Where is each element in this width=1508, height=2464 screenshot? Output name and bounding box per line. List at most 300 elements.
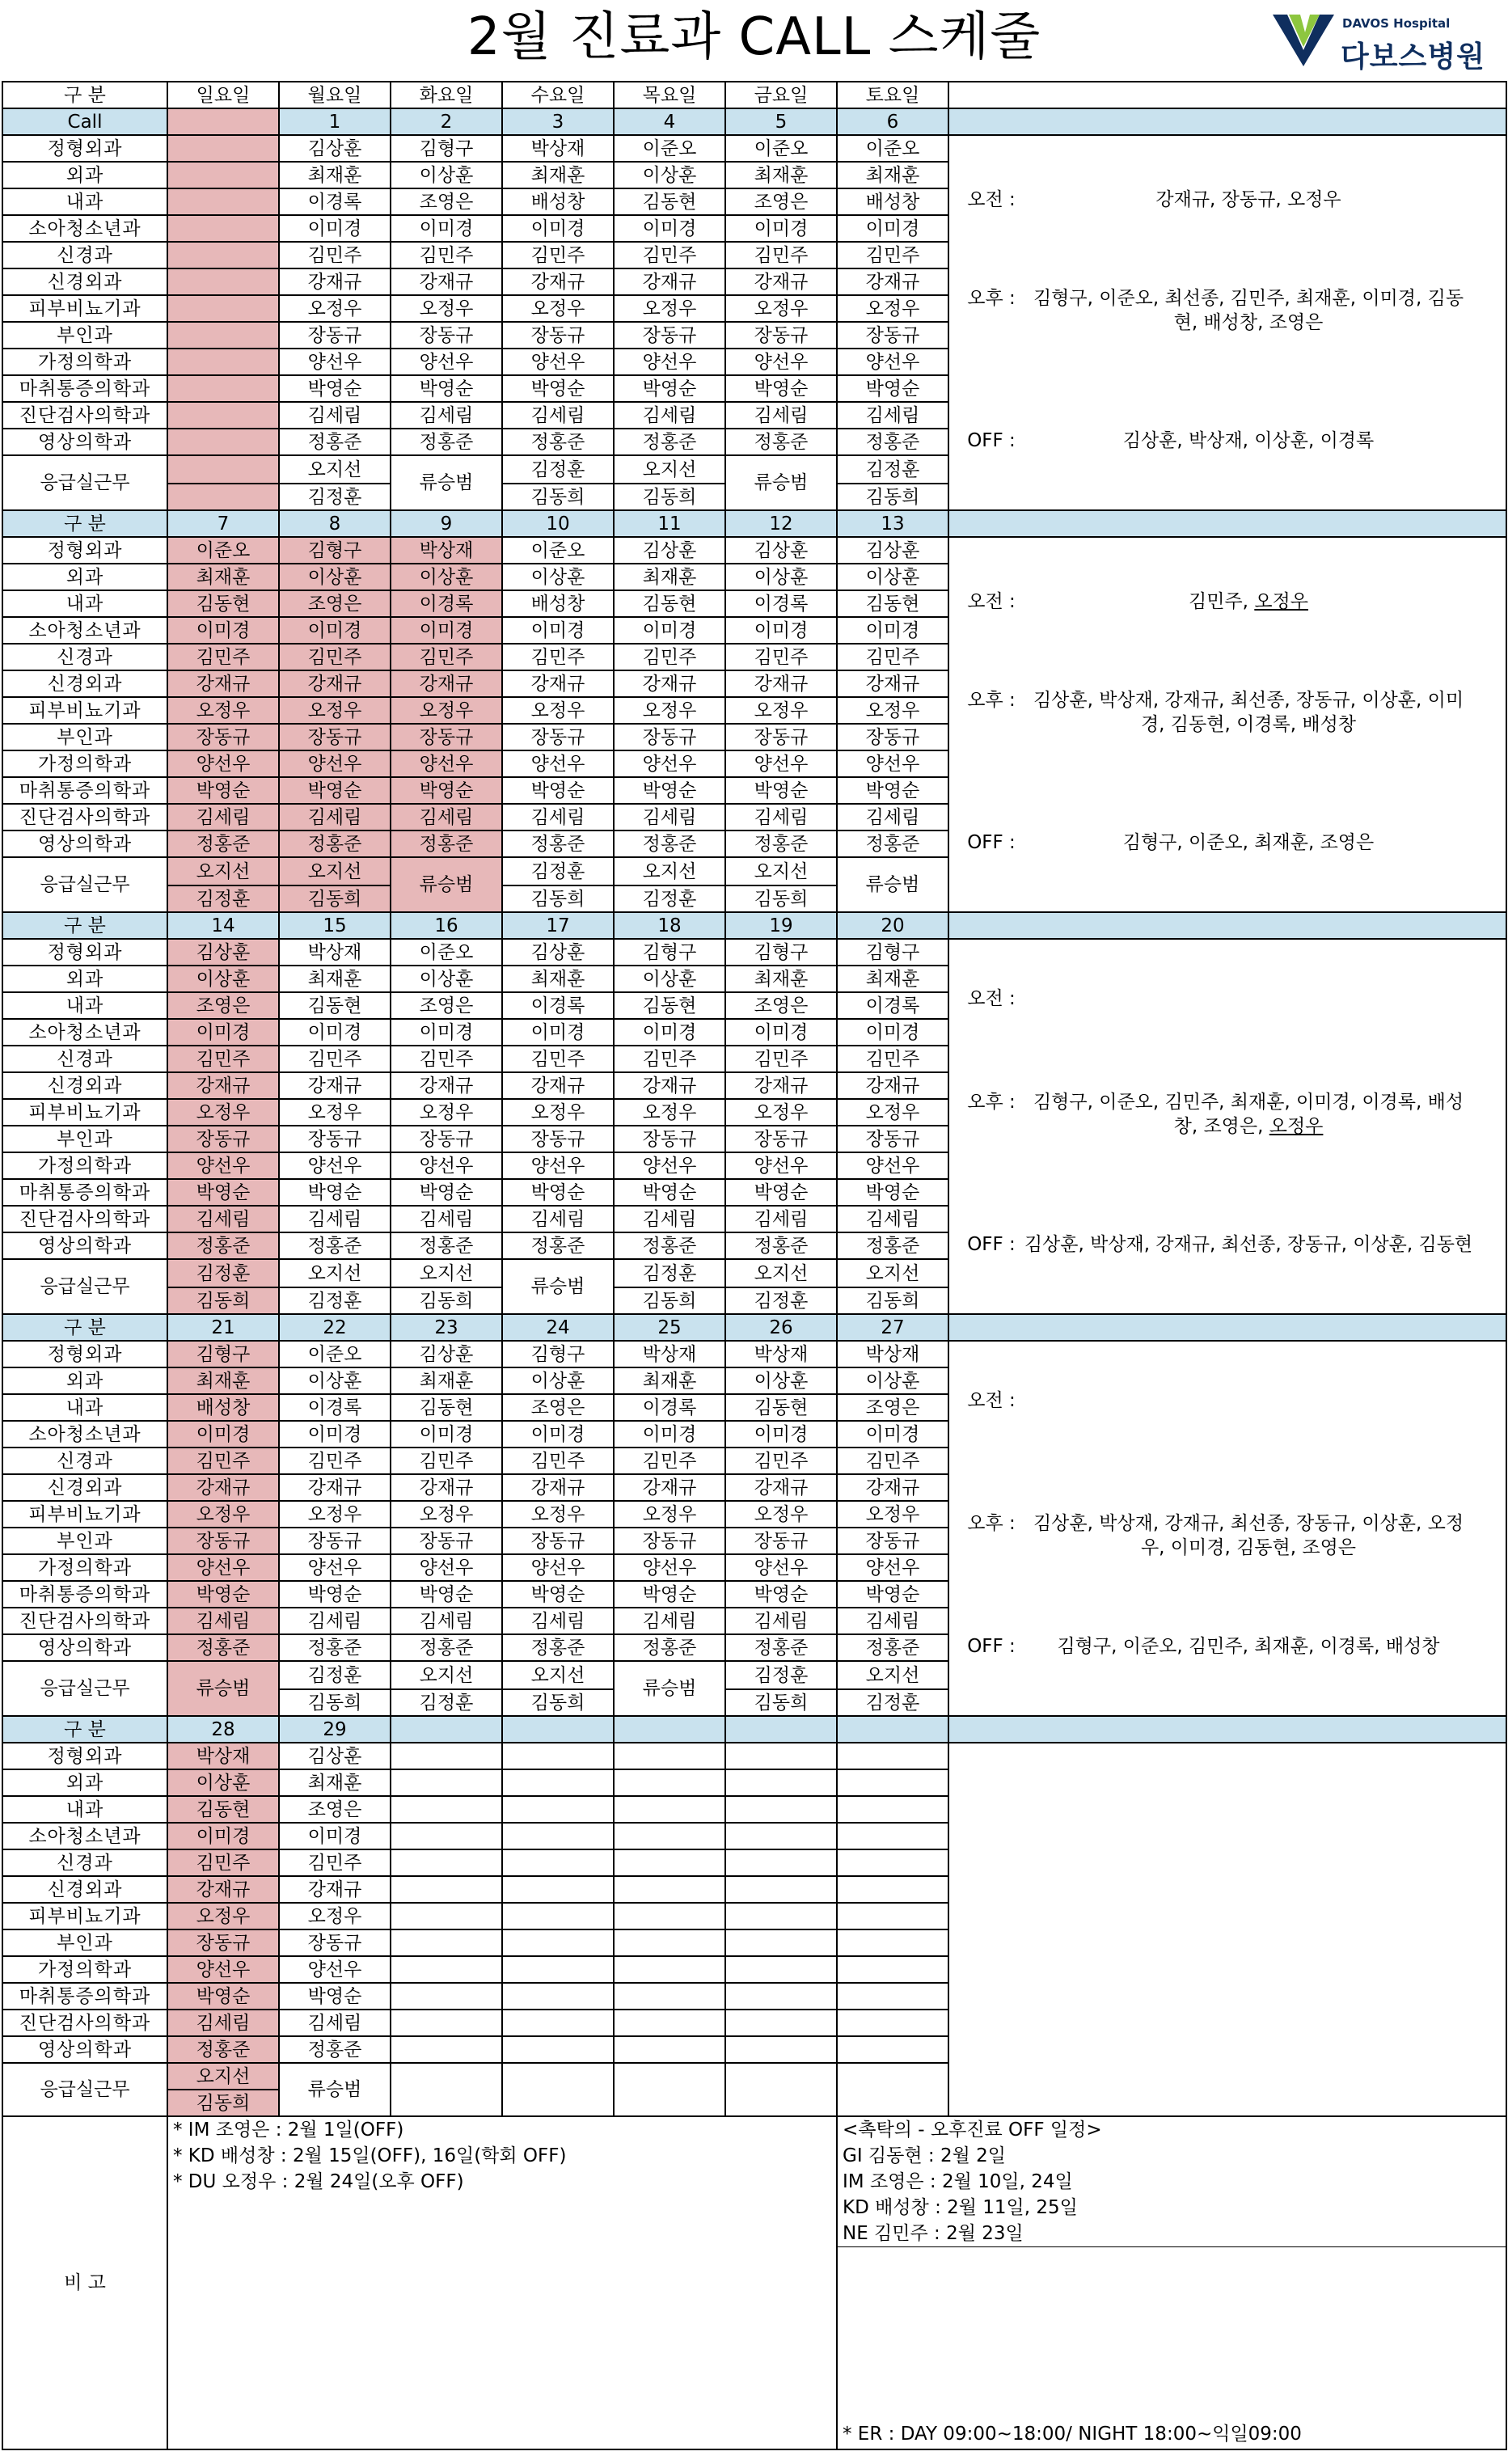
duty-cell: 이준오 [614,135,725,162]
pm-label: 오후 : [967,690,1016,711]
duty-cell: 조영은 [279,1796,391,1823]
er-cell: 김정훈 [725,1661,837,1689]
duty-cell: 김민주 [279,644,391,670]
er-cell: 김정훈 [279,1661,391,1689]
date-cell: 10 [502,510,614,537]
duty-cell: 정홍준 [279,1634,391,1661]
duty-cell: 오정우 [614,1099,725,1126]
duty-cell: 이상훈 [614,966,725,992]
er-cell: 오지선 [837,1661,948,1689]
duty-cell: 강재규 [725,1072,837,1099]
duty-cell: 장동규 [167,724,279,750]
notes-date-strip [948,510,1506,537]
date-row [2,108,1506,135]
duty-cell: 이준오 [167,537,279,564]
duty-cell: 강재규 [279,1876,391,1903]
dept-label: 마취통증의학과 [2,1581,167,1608]
pm-label: 오후 : [967,288,1016,309]
er-cell: 김정훈 [391,1689,502,1716]
pm-names [1022,1090,1475,1139]
dept-label: 피부비뇨기과 [2,1501,167,1528]
dept-label: 외과 [2,564,167,590]
duty-cell: 이상훈 [614,162,725,188]
dept-label: 가정의학과 [2,349,167,375]
er-cell: 오지선 [391,1661,502,1689]
duty-cell [502,1743,614,1769]
duty-cell: 김동현 [614,992,725,1019]
duty-cell: 장동규 [614,1126,725,1152]
duty-cell [837,1876,948,1903]
date-cell: 27 [837,1314,948,1341]
dept-label: 정형외과 [2,135,167,162]
duty-cell: 김세림 [725,402,837,429]
er-cell: 김동희 [502,484,614,510]
duty-cell: 김세림 [614,1608,725,1634]
duty-cell: 양선우 [725,1554,837,1581]
dept-label: 신경과 [2,1448,167,1474]
duty-cell [391,1983,502,2010]
duty-cell [502,1849,614,1876]
dept-label: 내과 [2,188,167,215]
names-text: 김형구, 이준오, 김민주, 최재훈, 이미경, 이경록, 배성창, 조영은, [1033,1092,1464,1137]
duty-cell: 김민주 [725,1448,837,1474]
pm-note [961,1090,1475,1139]
duty-cell: 오정우 [614,295,725,322]
er-label: 응급실근무 [2,2063,167,2116]
duty-cell: 김민주 [279,1448,391,1474]
duty-cell: 이경록 [391,590,502,617]
duty-cell [502,1983,614,2010]
duty-cell: 김민주 [614,1448,725,1474]
duty-cell: 이미경 [502,215,614,242]
duty-cell: 김세림 [502,402,614,429]
duty-cell [502,1796,614,1823]
duty-cell: 강재규 [837,268,948,295]
er-cell: 오지선 [167,857,279,885]
duty-cell: 김세림 [279,402,391,429]
duty-cell: 최재훈 [502,162,614,188]
off-label: OFF : [967,430,1016,451]
duty-cell: 이미경 [279,215,391,242]
duty-cell [725,2036,837,2063]
date-cell [502,1716,614,1743]
duty-cell: 양선우 [502,1152,614,1179]
duty-cell: 박상재 [279,939,391,966]
duty-cell: 박상재 [167,1743,279,1769]
er-label: 응급실근무 [2,1661,167,1716]
duty-cell: 양선우 [279,1554,391,1581]
dept-label: 진단검사의학과 [2,1608,167,1634]
duty-cell: 이미경 [837,1019,948,1046]
duty-cell: 최재훈 [837,966,948,992]
dept-label: 소아청소년과 [2,1421,167,1448]
duty-cell: 강재규 [391,1072,502,1099]
week-notes [948,537,1506,912]
duty-cell: 오정우 [725,697,837,724]
duty-cell: 양선우 [391,1554,502,1581]
duty-cell: 김세림 [614,804,725,830]
er-cell: 김정훈 [279,1287,391,1314]
er-cell: 김동희 [614,1287,725,1314]
duty-cell: 김형구 [502,1341,614,1367]
am-note [961,1388,1475,1413]
logo-ko: 다보스병원 [1341,40,1485,74]
dept-label: 외과 [2,966,167,992]
er-cell [502,2063,614,2116]
remark-right-line: GI 김동현 : 2월 2일 [843,2145,1006,2166]
date-cell: 26 [725,1314,837,1341]
duty-cell [502,1823,614,1849]
weekday-header: 화요일 [391,82,502,108]
er-cell: 오지선 [167,2063,279,2090]
note-box [949,1342,1506,1715]
er-cell: 김동희 [837,1287,948,1314]
duty-cell [167,242,279,268]
duty-cell: 정홍준 [167,1634,279,1661]
duty-cell [167,402,279,429]
duty-cell: 오정우 [614,1501,725,1528]
duty-cell: 정홍준 [614,429,725,455]
hospital-logo [1271,6,1502,74]
er-label: 응급실근무 [2,857,167,912]
duty-cell: 이상훈 [391,564,502,590]
dept-label: 신경외과 [2,670,167,697]
duty-cell: 김민주 [837,242,948,268]
duty-cell: 김민주 [502,1046,614,1072]
duty-cell: 김민주 [502,242,614,268]
duty-cell: 이준오 [837,135,948,162]
duty-cell: 김세림 [502,1608,614,1634]
duty-cell: 조영은 [391,992,502,1019]
remarks-left [167,2116,837,2449]
duty-cell: 오정우 [725,1099,837,1126]
er-cell: 김동희 [837,484,948,510]
duty-cell [502,1956,614,1983]
duty-cell: 이미경 [502,1421,614,1448]
duty-cell: 최재훈 [279,966,391,992]
duty-cell: 정홍준 [167,1232,279,1259]
weekday-header: 월요일 [279,82,391,108]
er-label: 응급실근무 [2,1259,167,1314]
duty-cell: 김동현 [837,590,948,617]
pm-names: 김상훈, 박상재, 강재규, 최선종, 장동규, 이상훈, 오정우, 이미경, 김동현, 조영은 [1033,1513,1464,1558]
date-cell: 5 [725,108,837,135]
duty-cell: 이경록 [279,188,391,215]
duty-cell: 김상훈 [391,1341,502,1367]
duty-cell: 박영순 [279,777,391,804]
duty-cell: 정홍준 [391,830,502,857]
duty-cell: 이미경 [614,617,725,644]
dept-label: 내과 [2,992,167,1019]
duty-cell [502,2036,614,2063]
duty-cell: 이미경 [725,215,837,242]
duty-cell: 강재규 [391,268,502,295]
duty-cell: 박영순 [279,1581,391,1608]
date-row [2,510,1506,537]
duty-cell [391,1796,502,1823]
duty-cell: 이미경 [391,1019,502,1046]
dept-label: 부인과 [2,1528,167,1554]
er-cell: 김정훈 [167,1259,279,1287]
duty-cell [614,2010,725,2036]
duty-cell: 양선우 [614,750,725,777]
duty-cell [725,1876,837,1903]
dept-label: 신경과 [2,242,167,268]
duty-cell: 박상재 [614,1341,725,1367]
duty-cell: 이미경 [279,1421,391,1448]
duty-cell: 장동규 [725,322,837,349]
duty-cell: 최재훈 [279,162,391,188]
remark-line: * KD 배성창 : 2월 15일(OFF), 16일(학회 OFF) [173,2145,567,2166]
duty-cell: 김민주 [391,1046,502,1072]
duty-cell: 김형구 [725,939,837,966]
duty-cell: 김민주 [502,1448,614,1474]
er-cell: 김정훈 [837,455,948,484]
duty-cell: 박영순 [614,777,725,804]
duty-cell: 김세림 [502,804,614,830]
duty-cell [837,2036,948,2063]
duty-cell: 장동규 [391,724,502,750]
er-cell: 김정훈 [167,885,279,912]
duty-cell [391,2010,502,2036]
date-cell: 13 [837,510,948,537]
date-cell: 18 [614,912,725,939]
remarks-row [2,2116,1506,2449]
duty-cell: 이상훈 [167,1769,279,1796]
duty-cell: 양선우 [502,750,614,777]
dept-label: 가정의학과 [2,1152,167,1179]
duty-cell: 강재규 [167,670,279,697]
duty-cell: 김민주 [167,1849,279,1876]
duty-cell: 이미경 [502,1019,614,1046]
dept-label: 외과 [2,1367,167,1394]
duty-cell: 김민주 [837,1046,948,1072]
duty-cell: 이미경 [279,1823,391,1849]
duty-cell: 김민주 [391,644,502,670]
duty-cell [167,162,279,188]
duty-cell: 오정우 [167,697,279,724]
duty-cell: 조영은 [725,188,837,215]
duty-cell: 김민주 [725,644,837,670]
duty-cell: 정홍준 [391,1232,502,1259]
duty-cell: 김상훈 [279,1743,391,1769]
duty-cell: 강재규 [502,1474,614,1501]
davos-logo-icon [1271,8,1336,70]
am-label: 오전 : [967,1390,1016,1411]
duty-cell: 강재규 [167,1876,279,1903]
pm-note [961,688,1475,737]
duty-cell: 김상훈 [167,939,279,966]
duty-cell: 강재규 [502,1072,614,1099]
dept-row [2,939,1506,966]
duty-cell: 장동규 [725,1528,837,1554]
duty-cell: 김세림 [725,1608,837,1634]
date-cell: 17 [502,912,614,939]
weekday-header: 일요일 [167,82,279,108]
duty-cell [391,1849,502,1876]
pm-note [961,286,1475,335]
dept-label: 내과 [2,1796,167,1823]
duty-cell [502,1929,614,1956]
duty-cell: 박영순 [837,1581,948,1608]
dept-label: 외과 [2,162,167,188]
duty-cell [837,1956,948,1983]
duty-cell: 최재훈 [167,564,279,590]
dept-label: 가정의학과 [2,1956,167,1983]
duty-cell: 정홍준 [167,830,279,857]
dept-label: 가정의학과 [2,1554,167,1581]
notes-date-strip [948,912,1506,939]
pm-names: 김상훈, 박상재, 강재규, 최선종, 장동규, 이상훈, 이미경, 김동현, 이경록, 배성창 [1033,690,1464,735]
er-cell: 류승범 [725,455,837,510]
dept-label: 소아청소년과 [2,617,167,644]
date-cell [614,1716,725,1743]
duty-cell [502,1876,614,1903]
date-cell: 15 [279,912,391,939]
duty-cell: 정홍준 [614,1232,725,1259]
notes-date-strip [948,1716,1506,1743]
duty-cell [837,1983,948,2010]
duty-cell: 강재규 [725,268,837,295]
duty-cell: 장동규 [167,1929,279,1956]
duty-cell: 양선우 [837,349,948,375]
duty-cell: 최재훈 [837,162,948,188]
er-cell: 김동희 [167,2090,279,2116]
dept-label: 진단검사의학과 [2,804,167,830]
er-cell [167,455,279,484]
duty-cell: 강재규 [279,1474,391,1501]
duty-cell: 김민주 [502,644,614,670]
dept-label: 신경외과 [2,1072,167,1099]
duty-cell: 장동규 [837,724,948,750]
duty-cell: 박영순 [167,1581,279,1608]
er-cell [725,2063,837,2116]
date-cell: 22 [279,1314,391,1341]
date-cell: 21 [167,1314,279,1341]
duty-cell: 장동규 [725,1126,837,1152]
duty-cell: 이미경 [167,1421,279,1448]
duty-cell: 김동현 [725,1394,837,1421]
duty-cell: 박상재 [837,1341,948,1367]
duty-cell: 김세림 [167,1206,279,1232]
dept-label: 진단검사의학과 [2,402,167,429]
duty-cell: 강재규 [167,1474,279,1501]
duty-cell: 강재규 [614,1072,725,1099]
duty-cell: 양선우 [391,1152,502,1179]
duty-cell: 배성창 [837,188,948,215]
remark-right-title: <촉탁의 - 오후진료 OFF 일정> [843,2120,1102,2141]
duty-cell: 양선우 [391,750,502,777]
duty-cell: 오정우 [502,295,614,322]
notes-date-strip [948,1314,1506,1341]
duty-cell: 강재규 [614,1474,725,1501]
duty-cell: 박상재 [391,537,502,564]
duty-cell: 박영순 [502,375,614,402]
date-cell [167,108,279,135]
dept-label: 마취통증의학과 [2,375,167,402]
am-note [961,590,1475,614]
am-note [961,188,1475,212]
dept-label: 피부비뇨기과 [2,295,167,322]
duty-cell: 김형구 [279,537,391,564]
duty-cell: 이상훈 [502,1367,614,1394]
er-cell: 김동희 [279,1689,391,1716]
duty-cell: 정홍준 [837,1634,948,1661]
am-note [961,987,1475,1011]
week-notes [948,1743,1506,2116]
duty-cell [614,1849,725,1876]
duty-cell [725,1983,837,2010]
duty-cell: 김민주 [614,1046,725,1072]
dept-label: 신경외과 [2,1474,167,1501]
duty-cell: 장동규 [837,1126,948,1152]
duty-cell: 양선우 [725,1152,837,1179]
duty-cell [725,1929,837,1956]
dept-label: 소아청소년과 [2,1019,167,1046]
duty-cell: 정홍준 [837,1232,948,1259]
remark-right-line: NE 김민주 : 2월 23일 [838,2221,1506,2247]
duty-cell [502,1903,614,1929]
duty-cell: 오정우 [837,295,948,322]
dept-label: 영상의학과 [2,1634,167,1661]
duty-cell: 박영순 [837,1179,948,1206]
duty-cell: 장동규 [502,1126,614,1152]
duty-cell [725,1743,837,1769]
duty-cell [614,1876,725,1903]
week-notes [948,939,1506,1314]
duty-cell: 조영은 [837,1394,948,1421]
duty-cell: 정홍준 [725,1634,837,1661]
duty-cell: 김세림 [837,804,948,830]
duty-cell: 박영순 [837,375,948,402]
duty-cell: 김민주 [725,1046,837,1072]
call-label: Call [2,108,167,135]
dept-label: 마취통증의학과 [2,1983,167,2010]
duty-cell: 이상훈 [725,1367,837,1394]
duty-cell: 장동규 [279,1126,391,1152]
duty-cell: 김민주 [614,644,725,670]
duty-cell: 강재규 [837,670,948,697]
date-cell: 28 [167,1716,279,1743]
duty-cell: 이경록 [279,1394,391,1421]
duty-cell: 양선우 [502,1554,614,1581]
duty-cell: 양선우 [279,349,391,375]
date-cell: 24 [502,1314,614,1341]
er-cell: 오지선 [614,857,725,885]
dept-label: 부인과 [2,724,167,750]
duty-cell: 정홍준 [725,830,837,857]
duty-cell: 양선우 [167,1152,279,1179]
er-cell [167,484,279,510]
duty-cell [837,1929,948,1956]
duty-cell: 이준오 [391,939,502,966]
date-cell: 4 [614,108,725,135]
duty-cell: 김상훈 [502,939,614,966]
duty-cell: 오정우 [279,1501,391,1528]
duty-cell: 양선우 [614,1152,725,1179]
duty-cell [725,1796,837,1823]
duty-cell: 강재규 [391,1474,502,1501]
duty-cell: 김세림 [614,1206,725,1232]
er-cell: 김동희 [614,484,725,510]
duty-cell: 정홍준 [279,1232,391,1259]
week-notes [948,135,1506,510]
duty-cell: 김세림 [614,402,725,429]
duty-cell: 최재훈 [725,162,837,188]
duty-cell: 김형구 [167,1341,279,1367]
week-notes [948,1341,1506,1716]
er-cell: 김정훈 [502,455,614,484]
